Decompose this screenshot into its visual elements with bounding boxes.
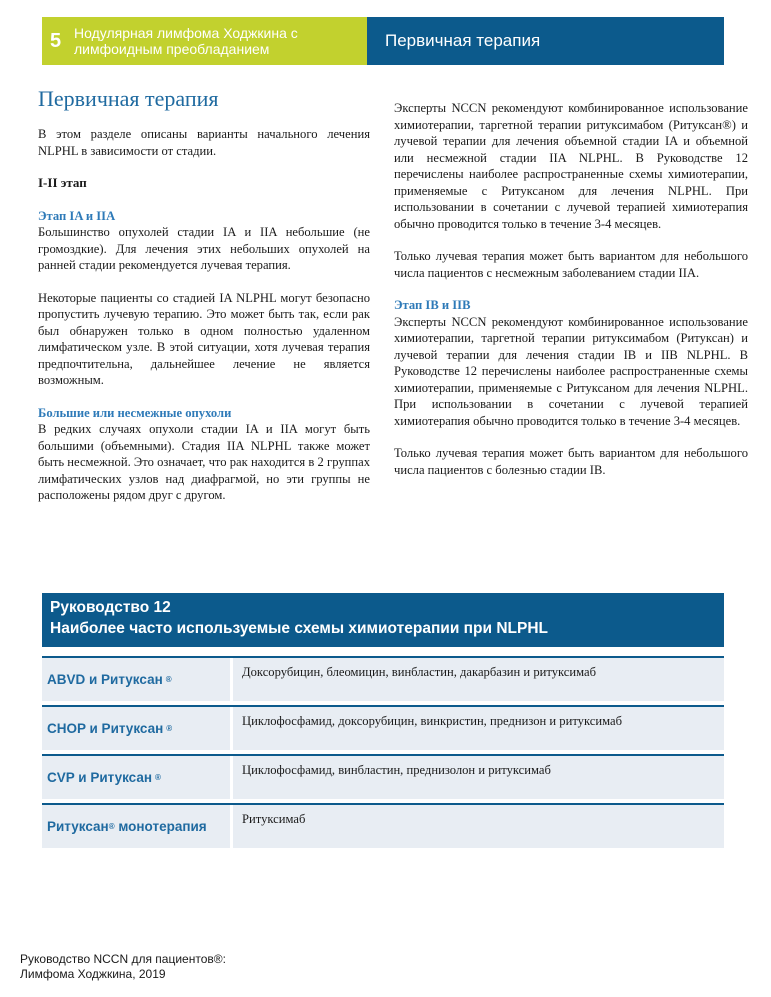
regimen-name-text: Ритуксан [47, 819, 109, 834]
chapter-label [42, 17, 367, 65]
registered-mark: ® [155, 773, 161, 782]
stage-heading: I-II этап [38, 175, 87, 190]
footer-line: Руководство NCCN для пациентов®: [20, 952, 226, 966]
registered-mark: ® [108, 822, 115, 831]
regimen-name-suffix: монотерапия [114, 819, 207, 834]
guide-number: Руководство 12 [50, 599, 171, 616]
paragraph: Только лучевая терапия может быть вариантом для небольшого числа пациентов с болезнью стадии IB. [394, 446, 748, 477]
regimen-name-text: CHOP и Ритуксан [47, 721, 164, 736]
guide-rows [42, 656, 724, 848]
intro-paragraph: В этом разделе описаны варианты начального лечения NLPHL в зависимости от стадии. [38, 127, 370, 158]
guide-title: Наиболее часто используемые схемы химиотерапии при NLPHL [50, 620, 548, 637]
footer-line: Лимфома Ходжкина, 2019 [20, 967, 166, 981]
registered-mark: ® [166, 724, 173, 733]
regimen-description: Циклофосфамид, доксорубицин, винкристин, преднизон и ритуксимаб [233, 707, 724, 750]
regimen-description: Ритуксимаб [233, 805, 724, 848]
subheading-bulky-tumors: Большие или несмежные опухоли [38, 405, 232, 420]
regimen-name-text: ABVD и Ритуксан [47, 672, 163, 687]
guide-header [42, 593, 724, 647]
subheading-stage-ib-iib: Этап IB и IIB [394, 298, 471, 312]
paragraph: Некоторые пациенты со стадией IA NLPHL могут безопасно пропустить лучевую терапию. Это может быть так, если рак был обнаружен только в одном полностью удаленном лимфатическом узле. В этой ситуации, хотя лучевая терапия предпочтительна, дальнейшее лечение не является возможным. [38, 290, 370, 387]
right-column [394, 100, 748, 494]
chapter-banner [42, 17, 724, 65]
regimen-name [42, 707, 230, 750]
table-row [42, 705, 724, 750]
paragraph: В редких случаях опухоли стадии IA и IIA могут быть большими (объемными). Стадия IIA NLPHL также может быть несмежной. Это означает, что рак находится в 2 группах лимфатических узлов над диафрагмой, но эти группы не расположены рядом друг с другом. [38, 422, 370, 502]
registered-mark: ® [165, 675, 172, 684]
regimen-name-text: CVP и Ритуксан [47, 770, 152, 785]
subheading-stage-ia-iia: Этап IA и IIA [38, 208, 116, 223]
guide-table [42, 593, 724, 852]
regimen-name [42, 805, 230, 848]
regimen-name [42, 756, 230, 799]
table-row [42, 754, 724, 799]
regimen-description: Доксорубицин, блеомицин, винбластин, дакарбазин и ритуксимаб [233, 658, 724, 701]
table-row [42, 656, 724, 701]
regimen-description: Циклофосфамид, винбластин, преднизолон и ритуксимаб [233, 756, 724, 799]
page-title: Первичная терапия [38, 86, 219, 111]
table-row [42, 803, 724, 848]
section-label [367, 17, 724, 65]
chapter-title: Нодулярная лимфома Ходжкина с лимфоидным преобладанием [74, 25, 298, 57]
footer [20, 952, 226, 982]
paragraph: Большинство опухолей стадии IA и IIA небольшие (не громоздкие). Для лечения этих небольших опухолей на ранней стадии рекомендуется лучевая терапия. [38, 225, 370, 272]
chapter-number: 5 [50, 29, 62, 52]
paragraph: Эксперты NCCN рекомендуют комбинированное использование химиотерапии, таргетной терапии ритуксимабом (Ритуксан®) и лучевой терапии для лечения объемной стадии IA и объемной или несмежной стадии IIA NLPHL. В Руководстве 12 перечислены наиболее распространенные схемы химиотерапии, применяемые с Ритуксаном для лечения NLPHL. При использовании в сочетании с лучевой терапией химиотерапия обычно проводится только в течение 3-4 месяцев. [394, 101, 748, 231]
left-column [38, 86, 370, 520]
regimen-name [42, 658, 230, 701]
paragraph: Эксперты NCCN рекомендуют комбинированное использование химиотерапии, таргетной терапии ритуксимабом (Ритуксан) и лучевой терапии для лечения стадии IB и IIB NLPHL. В Руководстве 12 перечислены наиболее распространенные схемы химиотерапии, применяемые с Ритуксаном для лечения NLPHL. При использовании в сочетании с лучевой терапией химиотерапия обычно проводится только в течение 3-4 месяцев. [394, 314, 748, 428]
section-title: Первичная терапия [385, 31, 541, 50]
paragraph: Только лучевая терапия может быть вариантом для небольшого числа пациентов с несмежным заболеванием стадии IIA. [394, 249, 748, 280]
